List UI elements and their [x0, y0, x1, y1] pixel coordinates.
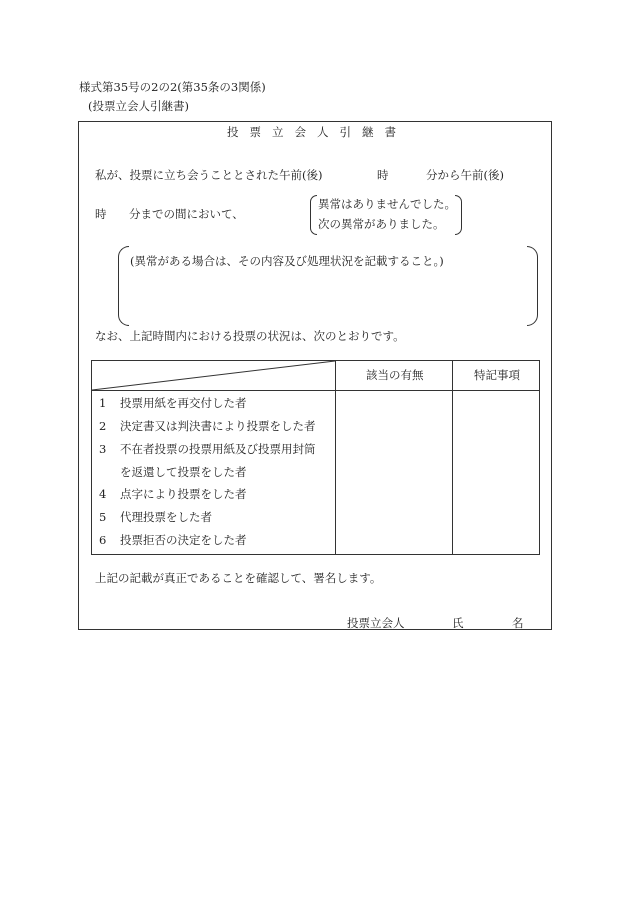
- signature-role: 投票立会人: [347, 616, 405, 630]
- status-intro: なお、上記時間内における投票の状況は、次のとおりです。: [95, 329, 405, 343]
- row-text: 点字により投票をした者: [120, 487, 247, 501]
- row-number: 3: [99, 442, 107, 456]
- row-number: 6: [99, 533, 107, 547]
- sentence2-part2: 分までの間において、: [129, 207, 244, 221]
- row-text: 決定書又は判決書により投票をした者: [120, 419, 316, 433]
- option-anomaly: 次の異常がありました。: [318, 217, 445, 231]
- sentence1-hour-label: 時: [377, 168, 389, 182]
- row-text: を返還して投票をした者: [120, 465, 247, 479]
- header-remarks: 特記事項: [474, 368, 520, 382]
- form-subtitle: (投票立会人引継書): [88, 99, 189, 113]
- document-title: 投票立会人引継書: [227, 125, 407, 139]
- header-diagonal-line: [92, 361, 336, 391]
- signature-name-label-2: 名: [512, 616, 524, 630]
- anomaly-note: (異常がある場合は、その内容及び処理状況を記載すること。): [130, 254, 444, 268]
- row-number: 5: [99, 510, 107, 524]
- options-bracket-right: [455, 195, 462, 235]
- note-bracket-right: [527, 246, 538, 326]
- row-text: 投票用紙を再交付した者: [120, 396, 247, 410]
- row-number: 4: [99, 487, 107, 501]
- header-applicable: 該当の有無: [366, 368, 424, 382]
- options-bracket-left: [310, 195, 317, 235]
- row-text: 投票拒否の決定をした者: [120, 533, 247, 547]
- signature-name-label-1: 氏: [452, 616, 464, 630]
- note-bracket-left: [118, 246, 129, 326]
- row-number: 2: [99, 419, 107, 433]
- sentence1-part3: 分から午前(後): [426, 168, 504, 182]
- form-number: 様式第35号の2の2(第35条の3関係): [79, 80, 266, 94]
- sentence1-part1: 私が、投票に立ち会うこととされた午前(後): [95, 168, 323, 182]
- row-text: 不在者投票の投票用紙及び投票用封筒: [120, 442, 316, 456]
- sentence2-hour-label: 時: [95, 207, 107, 221]
- confirmation-text: 上記の記載が真正であることを確認して、署名します。: [95, 571, 382, 585]
- row-text: 代理投票をした者: [120, 510, 212, 524]
- row-number: 1: [99, 396, 107, 410]
- option-no-anomaly: 異常はありませんでした。: [318, 197, 456, 211]
- voting-status-table: [91, 360, 540, 555]
